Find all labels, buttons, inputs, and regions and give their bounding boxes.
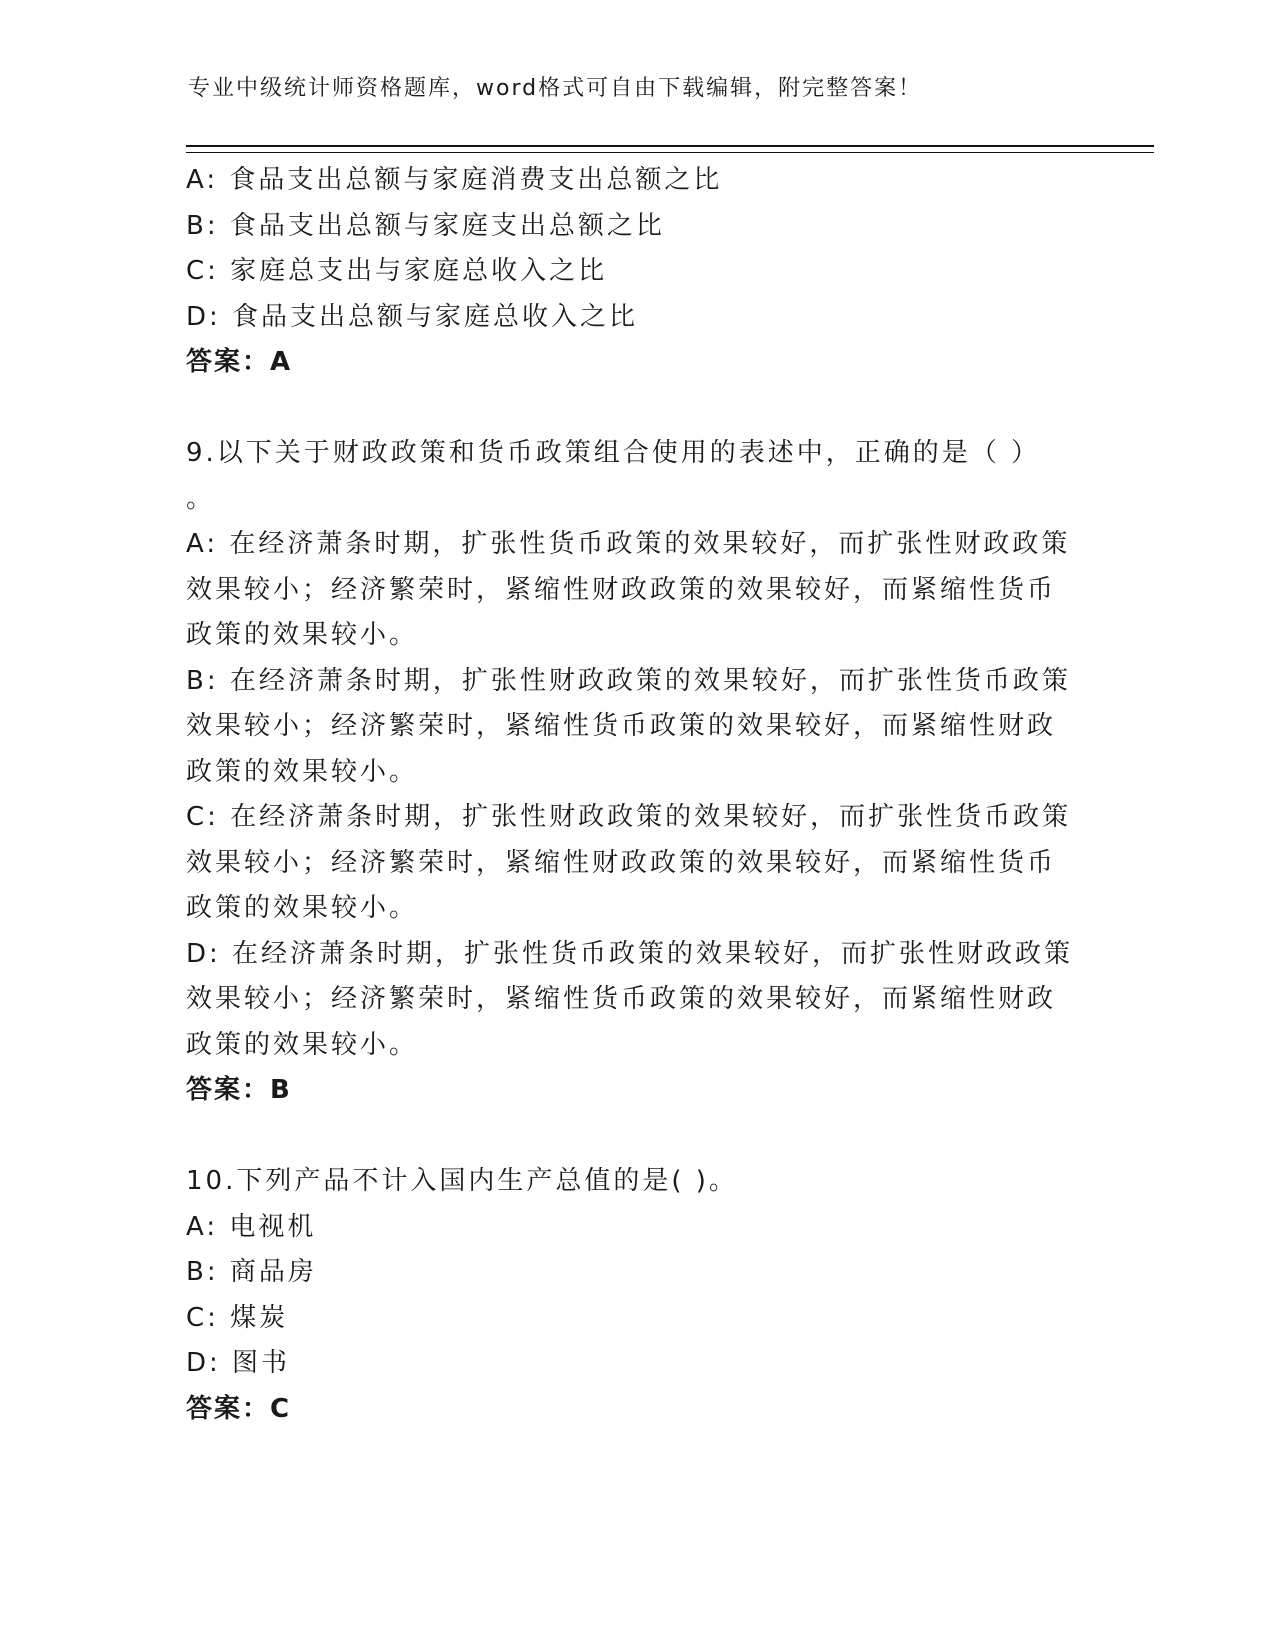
q10-answer: 答案：C <box>186 1393 292 1424</box>
q8-option-c: C: 家庭总支出与家庭总收入之比 <box>186 256 608 286</box>
header-note: 专业中级统计师资格题库，word格式可自由下载编辑，附完整答案！ <box>188 76 923 101</box>
q10-option-d: D: 图书 <box>186 1348 291 1378</box>
q9-stem-line: 。 <box>186 483 216 514</box>
question-8-block <box>186 158 1086 386</box>
q9-option-b-line: 政策的效果较小。 <box>186 756 419 787</box>
q9-option-d-line: 政策的效果较小。 <box>186 1029 419 1060</box>
q8-option-d: D: 食品支出总额与家庭总收入之比 <box>186 301 639 332</box>
header-divider <box>186 145 1154 153</box>
q9-option-c-line: C: 在经济萧条时期，扩张性财政政策的效果较好，而扩张性货币政策 <box>186 802 1072 832</box>
question-10-block <box>186 1159 1086 1432</box>
q9-option-d-line: D: 在经济萧条时期，扩张性货币政策的效果较好，而扩张性财政政策 <box>186 938 1074 969</box>
q9-option-c-line: 效果较小；经济繁荣时，紧缩性财政政策的效果较好，而紧缩性货币 <box>186 847 1057 878</box>
q9-option-d-line: 效果较小；经济繁荣时，紧缩性货币政策的效果较好，而紧缩性财政 <box>186 984 1057 1014</box>
question-content <box>186 158 1086 1432</box>
q8-answer: 答案：A <box>186 347 293 377</box>
q10-option-b: B: 商品房 <box>186 1257 317 1287</box>
spacer <box>186 1114 1086 1160</box>
q10-stem: 10.下列产品不计入国内生产总值的是( )。 <box>186 1166 738 1196</box>
q9-option-a-line: A: 在经济萧条时期，扩张性货币政策的效果较好，而扩张性财政政策 <box>186 529 1071 559</box>
q10-option-c: C: 煤炭 <box>186 1302 289 1333</box>
q9-option-c-line: 政策的效果较小。 <box>186 893 419 923</box>
spacer <box>186 386 1086 432</box>
q10-option-a: A: 电视机 <box>186 1211 317 1242</box>
q9-stem-line: 9.以下关于财政政策和货币政策组合使用的表述中，正确的是（ ） <box>186 438 1041 468</box>
q9-option-a-line: 效果较小；经济繁荣时，紧缩性财政政策的效果较好，而紧缩性货币 <box>186 574 1057 605</box>
q9-option-b-line: B: 在经济萧条时期，扩张性财政政策的效果较好，而扩张性货币政策 <box>186 665 1071 696</box>
q9-option-b-line: 效果较小；经济繁荣时，紧缩性货币政策的效果较好，而紧缩性财政 <box>186 711 1057 741</box>
q9-answer: 答案：B <box>186 1075 292 1105</box>
question-9-block <box>186 431 1086 1114</box>
q8-option-a: A: 食品支出总额与家庭消费支出总额之比 <box>186 165 723 195</box>
q8-option-b: B: 食品支出总额与家庭支出总额之比 <box>186 210 665 241</box>
q9-option-a-line: 政策的效果较小。 <box>186 620 419 650</box>
